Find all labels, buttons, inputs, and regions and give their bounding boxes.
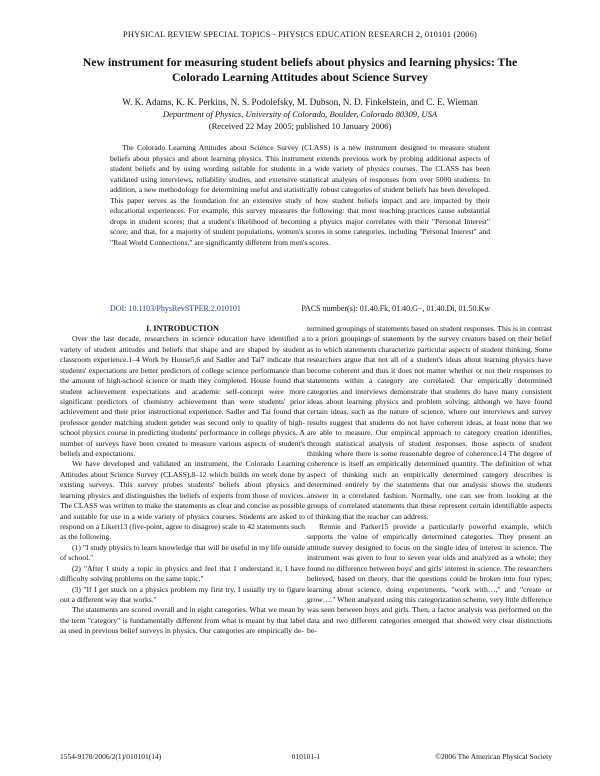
running-head: PHYSICAL REVIEW SPECIAL TOPICS - PHYSICS EDUCATION RESEARCH 2, 010101 (2006) (122, 30, 478, 39)
paragraph: Rennie and Parker15 provide a particularly powerful example, which supports the value of empirically determined categories. They present an attitude survey designed to focus on the single idea of interest in science. The instrument was given to four to seven year olds and analyzed as a whole; they found no difference between boys' and girls' interest in science. The researchers believed, based on theory, that the questions could be broken into four types; learning about science, doing experiments, "work with…," and "create or grow…." When analyzed using this categorization scheme, very little difference was seen between boys and girls. Then, a factor analysis was performed on the data and two different categories emerged that showed very clear distinctions be- (307, 522, 552, 636)
author-list: W. K. Adams, K. K. Perkins, N. S. Podolefsky, M. Dubson, N. D. Finkelstein, and C. E. Wieman (122, 97, 478, 107)
doi-pacs-line (110, 304, 490, 313)
article-title: New instrument for measuring student beliefs about physics and learning physics: The Colorado Learning Attitudes about Science Survey (82, 55, 518, 84)
paragraph: We have developed and validated an instrument, the Colorado Learning Attitudes about Science Survey (CLASS),8–12 which builds on work done by existing surveys. This survey probes students' beliefs about physics and learning physics and distinguishes the beliefs of experts from those of novices. The CLASS was written to make the statements as clear and concise as possible and suitable for use in a wide variety of physics courses. Students are asked to respond on a Likert13 (five-point, agree to disagree) scale to 42 statements such as the following. (60, 459, 305, 542)
abstract-text: The Colorado Learning Attitudes about Science Survey (CLASS) is a new instrument designed to measure student beliefs about physics and about learning physics. This instrument extends previous work by probing additional aspects of student beliefs and by using wording suitable for students in a wide variety of physics courses. The CLASS has been validated using interviews, reliability studies, and extensive statistical analyses of responses from over 5000 students. In addition, a new methodology for determining useful and statistically robust categories of student beliefs has been developed. This paper serves as the foundation for an extensive study of how student beliefs impact and are impacted by their educational experiences. For example, this survey measures the following: that most teaching practices cause substantial drops in student scores; that a student's likelihood of becoming a physics major correlates with their "Personal Interest" score; and that, for a majority of student populations, women's scores in some categories, including "Personal Interest" and "Real World Connections," are significantly different from men's scores. (110, 143, 490, 247)
list-item: (2) "After I study a topic in physics and feel that I understand it, I have difficulty solving problems on the same topic." (60, 563, 305, 584)
section-heading: I. INTRODUCTION (146, 324, 219, 333)
page-footer (60, 752, 552, 761)
right-column (307, 324, 552, 637)
paragraph: Over the last decade, researchers in science education have identified a variety of student attitudes and beliefs that shape and are shaped by student classroom experience.1–4 Work by House5,6 and Sadler and Tai7 indicate that students' expectations are better predictors of college science performance than the amount of high-school science or math they completed. House found that student achievement expectations and academic self-concept were more significant predictors of chemistry achievement than were students' prior achievement and their prior instructional experience. Sadler and Tai found that professor gender matching student gender was second only to quality of high-school physics course in predicting students' performance in college physics. A number of surveys have been created to measure various aspects of student's beliefs and expectations. (60, 334, 305, 459)
received-dates: (Received 22 May 2005; published 10 January 2006) (208, 121, 392, 131)
abstract (110, 143, 490, 248)
list-item: (1) "I study physics to learn knowledge that will be useful in my life outside of school." (60, 542, 305, 563)
paragraph: termined groupings of statements based on student responses. This is in contrast to a priori groupings of statements by the survey creators based on their belief as to which statements characterize particular aspects of student thinking. Some researchers argue that not all of a student's ideas about learning physics have become coherent and thus it does not matter whether or not their responses to statements within a category are correlated. Our empirically determined categories and interviews demonstrate that students do have many consistent ideas about learning physics and problem solving; although we have found certain ideas, such as the nature of science, where our interviews and survey results suggest that students do not have coherent ideas, at least none that we are able to measure. Our empirical approach to category creation identifies, through statistical analysis of student responses, those aspects of student thinking where there is some reasonable degree of coherence.14 The degree of coherence is itself an empirically determined quantity. The definition of what aspect of thinking such an empirically determined category describes is determined entirely by the statements that our analysis shows the students answer in a correlated fashion. Normally, one can see from looking at the groups of correlated statements that these represent certain identifiable aspects of thinking that the teacher can address. (307, 324, 552, 521)
paragraph: The statements are scored overall and in eight categories. What we mean by the term "category" is fundamentally different from what is meant by that label as used in previous belief surveys in physics. Our categories are empirically de- (60, 605, 305, 636)
pacs-numbers: PACS number(s): 01.40.Fk, 01.40.G−, 01.40.Di, 01.50.Kw (301, 304, 490, 313)
affiliation: Department of Physics, University of Colorado, Boulder, Colorado 80309, USA (162, 109, 438, 119)
list-item: (3) "If I get stuck on a physics problem my first try, I usually try to figure out a different way that works." (60, 584, 305, 604)
left-column (60, 324, 305, 637)
doi-link[interactable]: DOI: 10.1103/PhysRevSTPER.2.010101 (110, 304, 241, 313)
footer-issn: 1554-9178/2006/2(1)/010101(14) (60, 752, 162, 761)
copyright: ©2006 The American Physical Society (435, 752, 552, 761)
page-number: 010101-1 (291, 752, 321, 761)
